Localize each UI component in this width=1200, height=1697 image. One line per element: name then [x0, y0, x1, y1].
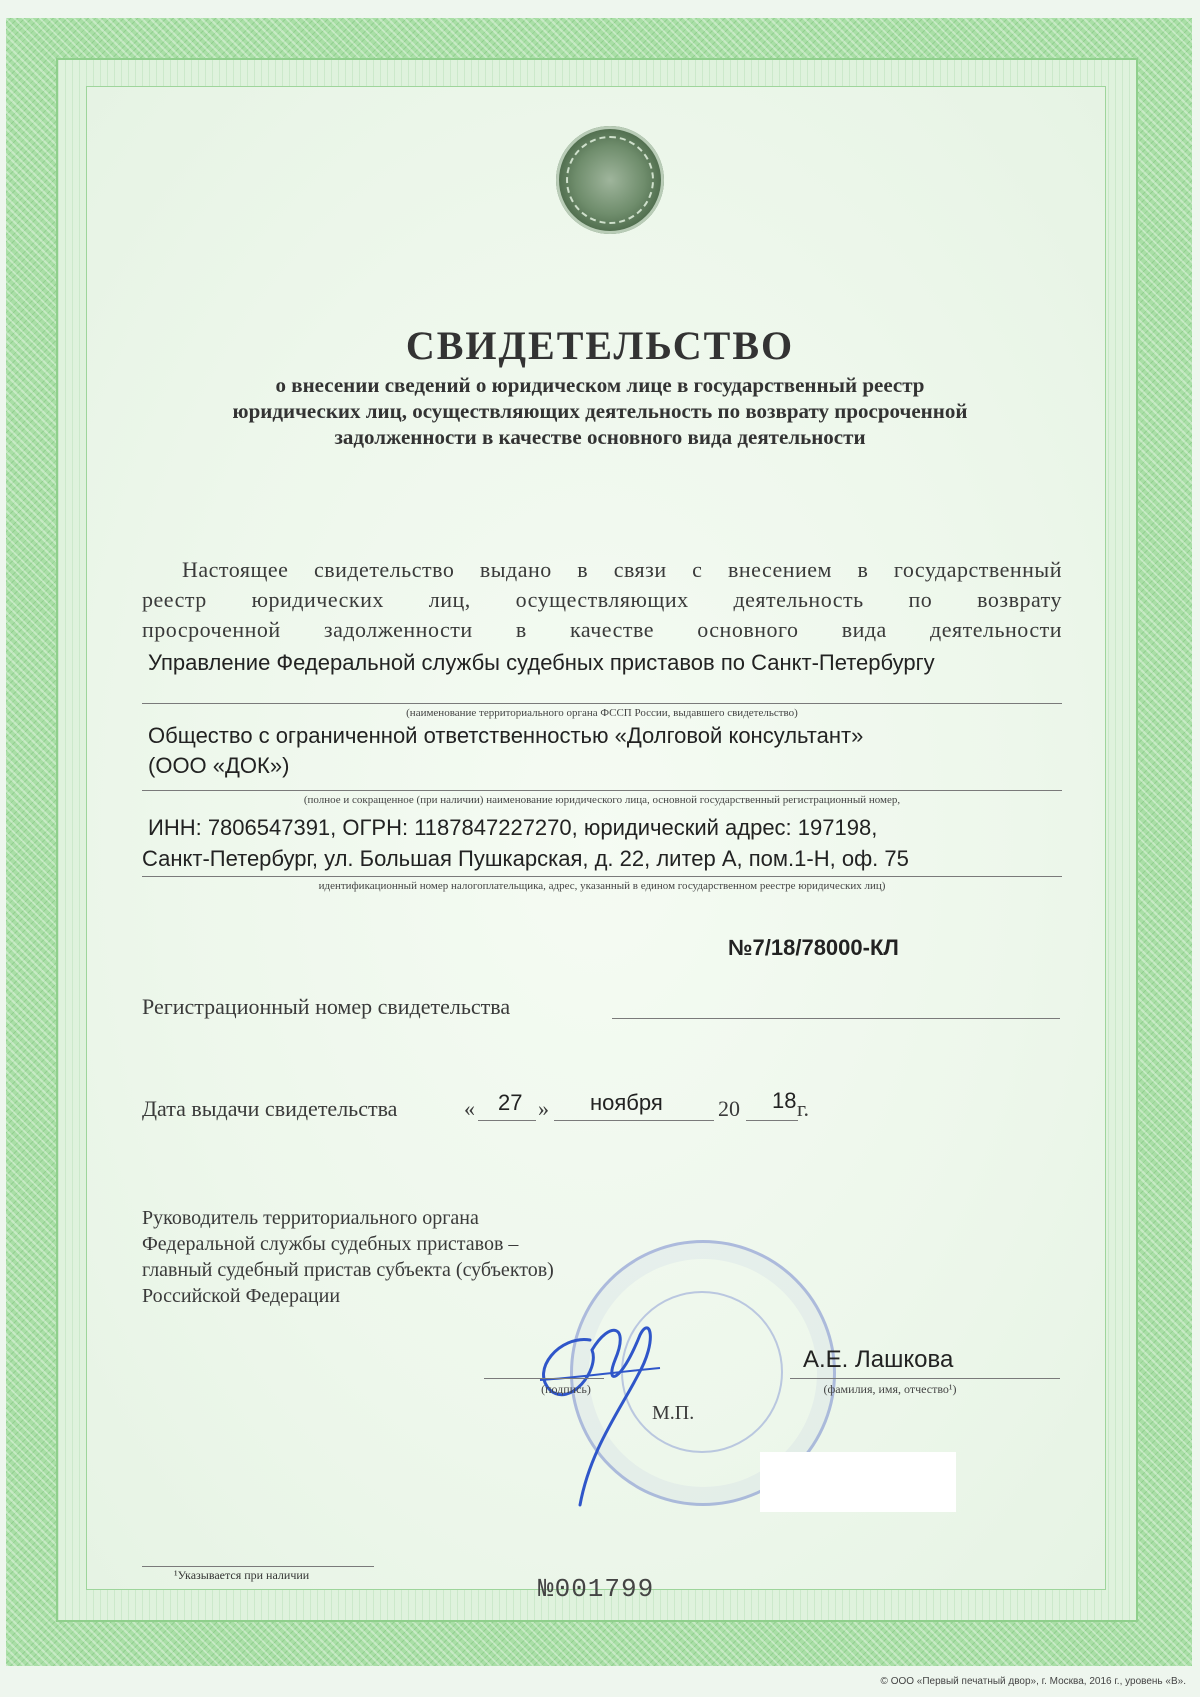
- subtitle-line-1: о внесении сведений о юридическом лице в государственный реестр: [275, 373, 925, 397]
- ids-underline: [142, 876, 1062, 877]
- redaction-patch: [760, 1452, 956, 1512]
- date-day-line: [478, 1120, 536, 1121]
- subtitle-line-3: задолженности в качестве основного вида деятельности: [334, 425, 866, 449]
- date-month-line: [554, 1120, 714, 1121]
- date-year-letter: г.: [797, 1096, 810, 1121]
- subtitle-line-2: юридических лиц, осуществляющих деятельность по возврату просроченной: [232, 399, 968, 423]
- date-month: ноября: [590, 1090, 663, 1115]
- company-name-line-2: (ООО «ДОК»): [148, 753, 290, 778]
- head-line-3: главный судебный пристав субъекта (субъектов): [142, 1259, 554, 1281]
- printer-copyright: © ООО «Первый печатный двор», г. Москва, 2016 г., уровень «В».: [880, 1676, 1186, 1687]
- name-line: [790, 1378, 1060, 1379]
- intro-line-2: реестр юридических лиц, осуществляющих деятельность по возврату: [142, 587, 1062, 612]
- mp-label: М.П.: [652, 1402, 695, 1424]
- date-year-prefix: 20: [718, 1096, 740, 1121]
- signature-caption: (подпись): [541, 1382, 591, 1396]
- registration-number-value: №7/18/78000-КЛ: [728, 935, 899, 960]
- date-open-quote: «: [464, 1096, 475, 1121]
- serial-number: №001799: [538, 1574, 655, 1604]
- company-caption: (полное и сокращенное (при наличии) наименование юридического лица, основной государственный регистрационный номер,: [303, 794, 901, 806]
- registration-number-label: Регистрационный номер свидетельства: [142, 994, 511, 1019]
- intro-line-1: Настоящее свидетельство выдано в связи с внесением в государственный: [182, 557, 1062, 582]
- name-caption: (фамилия, имя, отчество¹): [823, 1382, 957, 1396]
- intro-line-3: просроченной задолженности в качестве основного вида деятельности: [142, 617, 1062, 642]
- head-line-2: Федеральной службы судебных приставов –: [142, 1233, 519, 1255]
- certificate-title: СВИДЕТЕЛЬСТВО: [405, 323, 795, 368]
- issuer-underline: [142, 703, 1062, 704]
- company-name-line-1: Общество с ограниченной ответственностью «Долговой консультант»: [148, 723, 864, 748]
- inn-ogrn-line: ИНН: 7806547391, ОГРН: 1187847227270, юридический адрес: 197198,: [148, 815, 878, 840]
- head-line-4: Российской Федерации: [142, 1285, 341, 1307]
- date-year-line: [746, 1120, 798, 1121]
- footnote-rule: [142, 1566, 374, 1567]
- ids-caption: идентификационный номер налогоплательщика, адрес, указанный в едином государственном реестре юридических лиц): [318, 880, 886, 892]
- registration-number-line: [612, 1018, 1060, 1019]
- footnote: ¹Указывается при наличии: [174, 1568, 310, 1582]
- signatory-name: А.Е. Лашкова: [803, 1346, 954, 1373]
- issuer-name: Управление Федеральной службы судебных приставов по Санкт-Петербургу: [148, 650, 935, 675]
- signature-line: [484, 1378, 604, 1379]
- address-line: Санкт-Петербург, ул. Большая Пушкарская, д. 22, литер А, пом.1-Н, оф. 75: [142, 846, 909, 871]
- issuer-caption: (наименование территориального органа ФССП России, выдавшего свидетельство): [406, 707, 798, 719]
- date-close-quote: »: [538, 1096, 549, 1121]
- date-day: 27: [498, 1090, 523, 1115]
- head-line-1: Руководитель территориального органа: [142, 1207, 479, 1229]
- date-year-suffix: 18: [772, 1088, 797, 1113]
- issue-date-label: Дата выдачи свидетельства: [142, 1096, 398, 1121]
- company-underline: [142, 790, 1062, 791]
- hologram-seal-icon: [556, 126, 664, 234]
